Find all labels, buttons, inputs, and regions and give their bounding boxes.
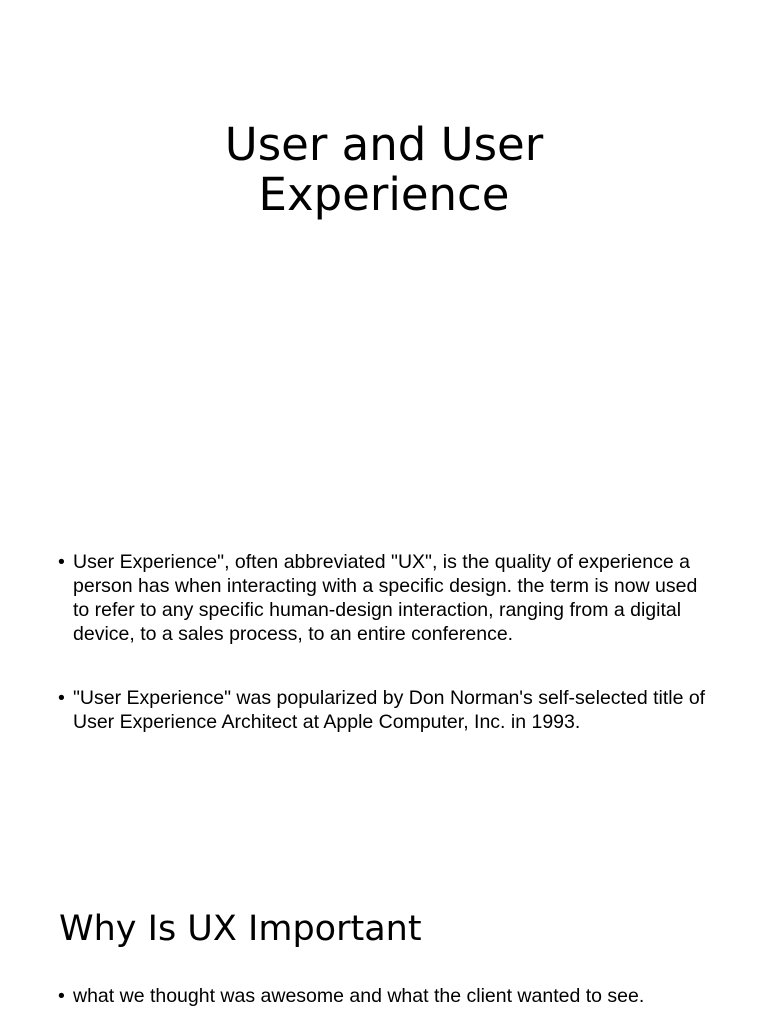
slide-title-line-1: User and User — [224, 118, 544, 171]
ux-definition-list — [58, 550, 718, 734]
bullet-ux-history: • "User Experience" was popularized by Don Norman's self-selected title of User Experience Architect at Apple Computer, Inc. in 1993. — [58, 686, 718, 734]
slide-title-line-2: Experience — [258, 168, 510, 221]
ux-importance-list — [58, 984, 718, 1008]
bullet-ux-importance: • what we thought was awesome and what the client wanted to see. — [58, 984, 718, 1008]
slide-title — [0, 120, 768, 220]
bullet-ux-definition: • User Experience", often abbreviated "UX", is the quality of experience a person has when interacting with a specific design. the term is now used to refer to any specific human-design interaction, ranging from a digital device, to a sales process, to an entire conference. — [58, 550, 718, 646]
section-heading: Why Is UX Important — [59, 909, 422, 949]
